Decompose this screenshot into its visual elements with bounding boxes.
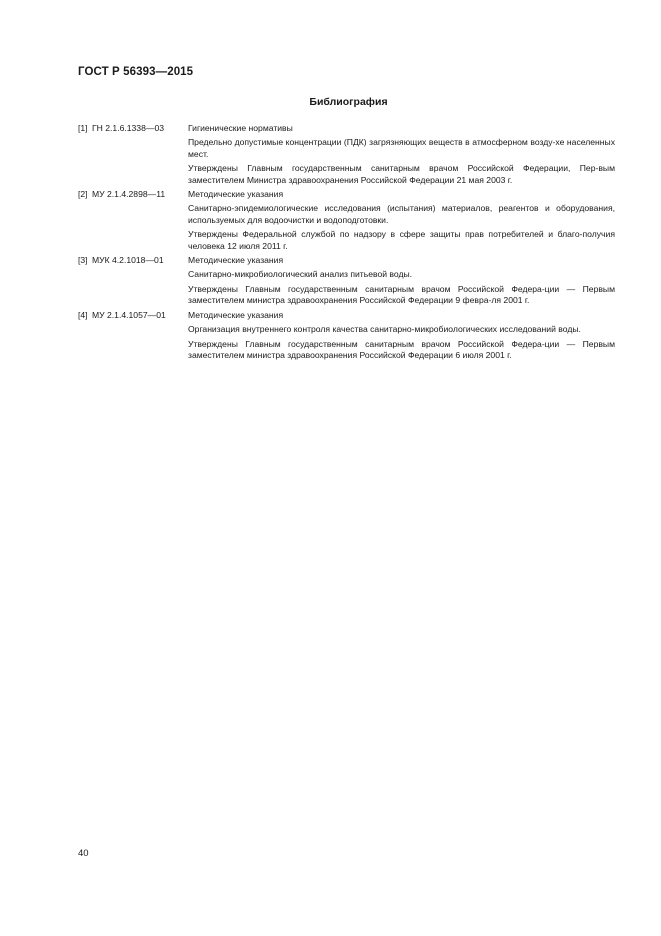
bibliography-list <box>78 123 615 364</box>
bib-entry <box>78 123 615 189</box>
bib-body <box>188 255 615 310</box>
bib-description: Санитарно-микробиологический анализ питьевой воды. <box>188 269 413 280</box>
bib-body <box>188 189 615 255</box>
bib-approval: Утверждены Главным государственным санитарным врачом Российской Федерации, Пер-вым заместителем Министра здравоохранения Российской Федерации 21 мая 2003 г. <box>188 163 615 185</box>
bib-approval: Утверждены Федеральной службой по надзору в сфере защиты прав потребителей и благо-получия человека 12 июля 2011 г. <box>188 229 615 251</box>
bib-entry <box>78 310 615 365</box>
bib-description: Санитарно-эпидемиологические исследования (испытания) материалов, реагентов и оборудования, используемых для водоочистки и водоподготовки. <box>188 203 615 225</box>
bib-entry <box>78 255 615 310</box>
bib-description: Организация внутреннего контроля качества санитарно-микробиологических исследований воды. <box>188 324 581 335</box>
bib-title: Методические указания <box>188 255 284 266</box>
bib-number: [2] <box>78 189 88 200</box>
bib-entry <box>78 189 615 255</box>
bib-code: МУ 2.1.4.1057—01 <box>92 309 166 320</box>
bib-title: Методические указания <box>188 309 284 320</box>
document-id: ГОСТ Р 56393—2015 <box>78 66 194 78</box>
bib-body <box>188 310 615 365</box>
bib-approval: Утверждены Главным государственным санитарным врачом Российской Федера-ции — Первым заместителем министра здравоохранения Российской Федерации 6 июля 2001 г. <box>188 338 615 360</box>
bib-body <box>188 123 615 189</box>
bib-number: [4] <box>78 309 88 320</box>
bib-title: Гигиенические нормативы <box>188 123 293 133</box>
bib-description: Предельно допустимые концентрации (ПДК) загрязняющих веществ в атмосферном возду-хе населенных мест. <box>188 137 615 159</box>
section-title: Библиография <box>309 96 388 108</box>
bib-code: МУ 2.1.4.2898—11 <box>92 189 166 200</box>
bib-number: [3] <box>78 255 88 266</box>
bib-number: [1] <box>78 123 88 133</box>
bib-code: МУК 4.2.1018—01 <box>92 255 164 266</box>
bib-title: Методические указания <box>188 189 284 200</box>
bib-approval: Утверждены Главным государственным санитарным врачом Российской Федера-ции — Первым заместителем министра здравоохранения Российской Федерации 9 февра-ля 2001 г. <box>188 283 615 306</box>
bib-code: ГН 2.1.6.1338—03 <box>92 123 165 133</box>
page-number: 40 <box>78 848 89 859</box>
